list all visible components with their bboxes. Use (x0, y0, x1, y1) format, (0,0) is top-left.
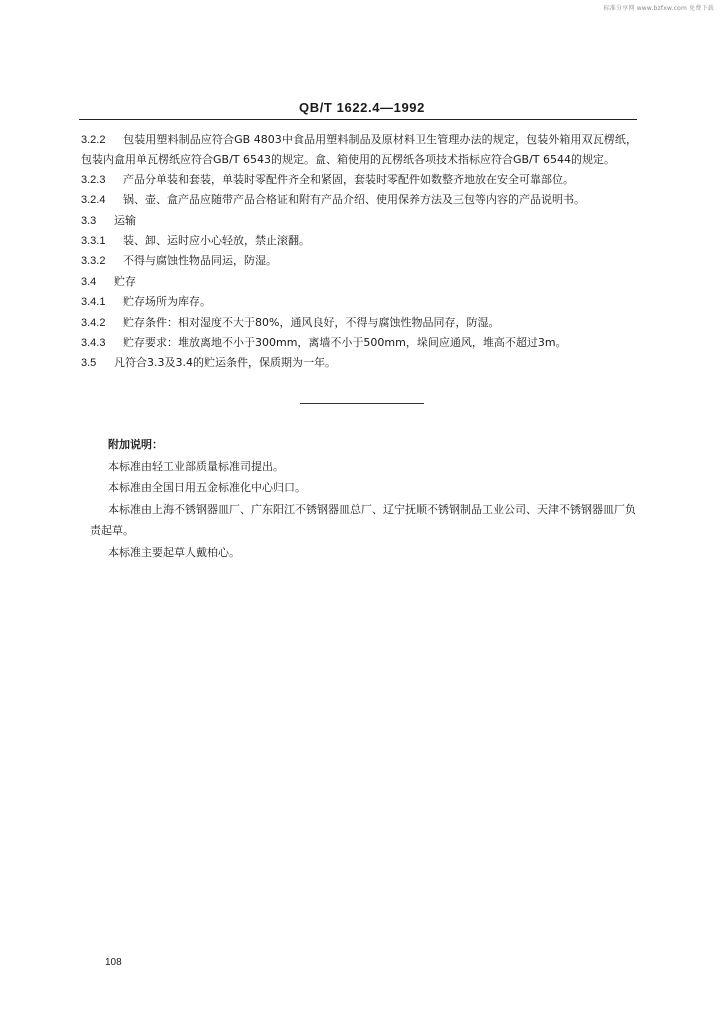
clause-list (81, 130, 637, 374)
page-number: 108 (105, 957, 122, 968)
clause-number: 3.2.4 (81, 194, 106, 207)
clause-text: 装、卸、运时应小心轻放，禁止滚翻。 (123, 234, 310, 248)
clause-3-2-4 (81, 190, 637, 210)
notes-line: 本标准主要起草人戴柏心。 (108, 545, 240, 559)
clause-3-3-1 (81, 231, 637, 251)
notes-line: 本标准由全国日用五金标准化中心归口。 (108, 481, 306, 495)
clause-3-4-1 (81, 292, 637, 312)
section-number: 3.3 (81, 214, 97, 227)
standard-code-header: QB/T 1622.4—1992 (299, 100, 425, 115)
notes-line: 本标准由轻工业部质量标准司提出。 (108, 459, 284, 473)
end-of-text-rule (300, 403, 424, 404)
clause-text: 贮存条件：相对湿度不大于80%，通风良好，不得与腐蚀性物品同存，防湿。 (123, 315, 500, 329)
section-title: 运输 (114, 213, 136, 227)
clause-number: 3.4.2 (81, 316, 106, 329)
clause-3-2-3 (81, 170, 637, 190)
clause-3-4-2 (81, 313, 637, 333)
notes-title: 附加说明： (108, 438, 163, 451)
section-3-3-heading (81, 211, 637, 231)
clause-3-3-2 (81, 251, 637, 271)
clause-number: 3.4.3 (81, 337, 106, 350)
clause-text: 包装用塑料制品应符合GB 4803中食品用塑料制品及原材料卫生管理办法的规定，包装外箱用双瓦楞纸，包装内盒用单瓦楞纸应符合GB/T 6543的规定。盒、箱使用的瓦楞纸各项技术指标应符合GB/T 6544的规定。 (81, 133, 637, 167)
source-watermark: 标准分享网 www.bzfxw.com 免费下载 (603, 5, 714, 12)
clause-number: 3.2.3 (81, 173, 106, 186)
clause-text: 贮存场所为库存。 (123, 295, 211, 309)
clause-text: 贮存要求：堆放离地不小于300mm，离墙不小于500mm，垛间应通风，堆高不超过3m。 (123, 336, 567, 350)
clause-3-4-3 (81, 333, 637, 353)
clause-number: 3.5 (81, 357, 97, 370)
header-rule (79, 119, 637, 120)
clause-text: 锅、壶、盒产品应随带产品合格证和附有产品介绍、使用保养方法及三包等内容的产品说明书。 (123, 193, 585, 207)
clause-text: 不得与腐蚀性物品同运，防湿。 (123, 254, 277, 268)
notes-line: 本标准由上海不锈钢器皿厂、广东阳江不锈钢器皿总厂、辽宁抚顺不锈钢制品工业公司、天津不锈钢器皿厂负责起草。 (90, 502, 636, 538)
section-number: 3.4 (81, 275, 97, 288)
clause-number: 3.3.1 (81, 235, 106, 248)
section-3-4-heading (81, 272, 637, 292)
clause-number: 3.2.2 (81, 134, 106, 146)
clause-text: 产品分单装和套装，单装时零配件齐全和紧固，套装时零配件如数整齐地放在安全可靠部位。 (123, 172, 574, 186)
clause-number: 3.3.2 (81, 255, 106, 268)
additional-notes (90, 434, 636, 564)
clause-number: 3.4.1 (81, 296, 106, 309)
clause-text: 凡符合3.3及3.4的贮运条件，保质期为一年。 (114, 356, 336, 370)
section-title: 贮存 (114, 274, 136, 288)
clause-3-5 (81, 353, 637, 373)
clause-3-2-2 (81, 130, 637, 170)
